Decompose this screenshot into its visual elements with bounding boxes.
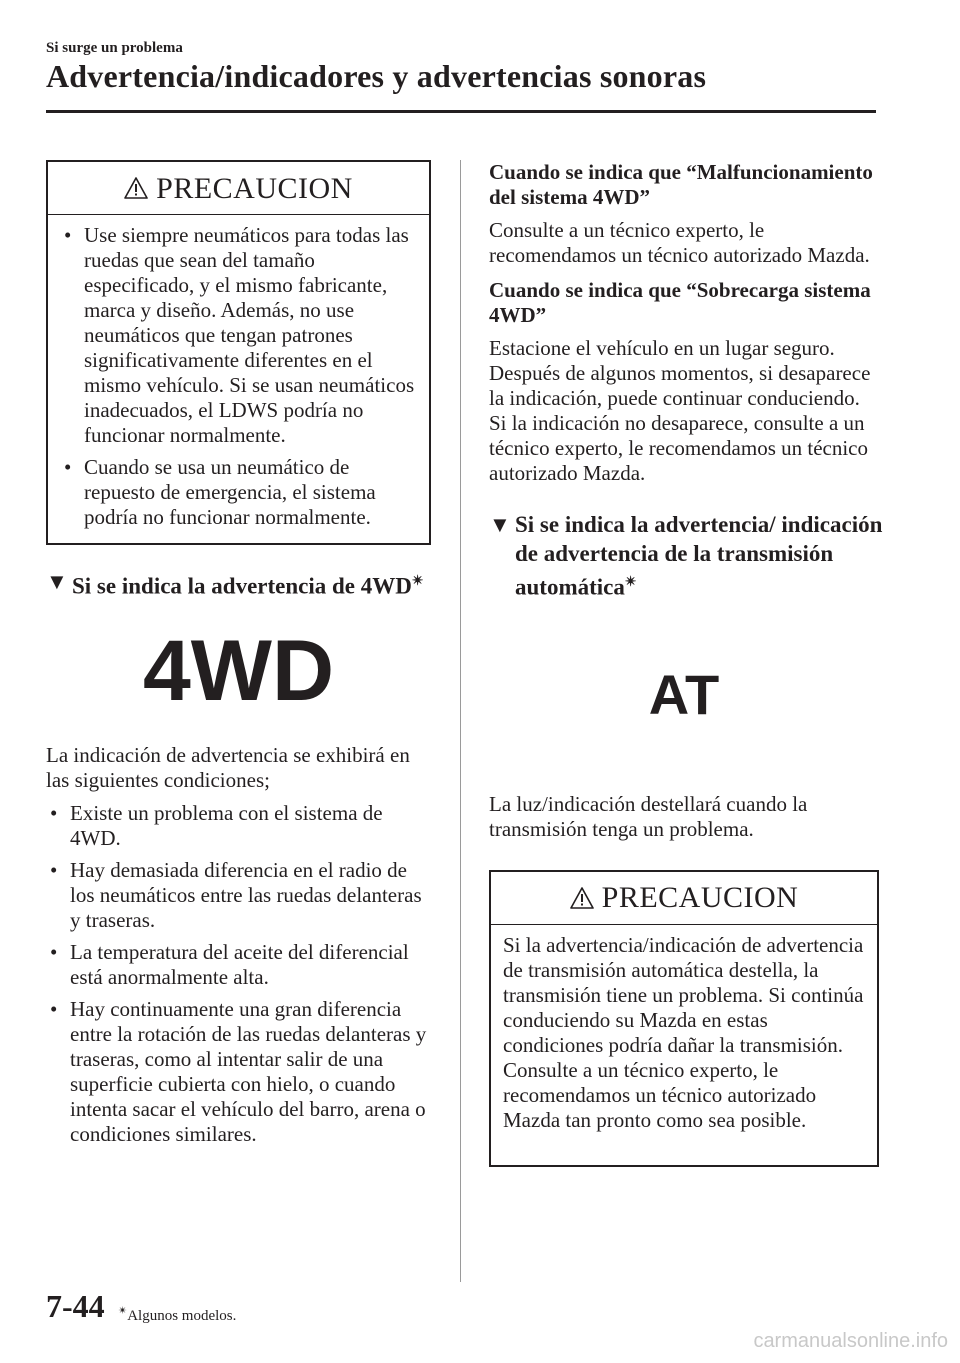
- column-divider: [460, 160, 461, 1282]
- caution-header: [48, 162, 429, 215]
- caution-box-tires: [46, 160, 431, 545]
- footnote: [118, 1304, 236, 1325]
- caution-text: Si la advertencia/indicación de advertencia de transmisión automática destella, la transmisión tiene un problema. Si continúa conduciendo su Mazda en estas condiciones podría dañar la transmisión. Consulte a un técnico experto, le recomendamos un técnico autorizado Mazda tan pronto como sea posible.: [503, 932, 864, 1132]
- condition-item: • Existe un problema con el sistema de 4WD.: [46, 801, 431, 851]
- page-number: 7-44: [46, 1288, 105, 1324]
- triangle-marker-icon: ▼: [489, 512, 511, 537]
- caution-header: [491, 872, 877, 925]
- star-icon: ✴: [411, 574, 424, 589]
- heading-4wd-warning: [46, 567, 431, 601]
- footnote-text: Algunos modelos.: [127, 1308, 237, 1324]
- header-rule: [46, 110, 876, 113]
- caution-list: [60, 223, 419, 530]
- overload-text: Estacione el vehículo en un lugar seguro. Después de algunos momentos, si desaparece la indicación, puede continuar conduciendo. Si la indicación no desaparece, consulte a un técnico experto, le recomendamos un técnico autorizado Mazda.: [489, 336, 871, 485]
- condition-item: • Hay demasiada diferencia en el radio de los neumáticos entre las ruedas delanteras y traseras.: [46, 858, 431, 933]
- right-column: [489, 160, 883, 1167]
- caution-box-transmission: [489, 870, 879, 1167]
- conditions-list: [46, 801, 431, 1147]
- caution-title: PRECAUCION: [156, 171, 353, 205]
- caution-body: [491, 925, 877, 1143]
- conditions-intro: La indicación de advertencia se exhibirá en las siguientes condiciones;: [46, 742, 410, 792]
- subheading-malfunction: Cuando se indica que “Malfuncionamiento del sistema 4WD”: [489, 160, 873, 209]
- caution-item: • Use siempre neumáticos para todas las ruedas que sean del tamaño especificado, y el mismo fabricante, marca y diseño. Además, no use neumáticos que tengan patrones significativamente diferentes en el mismo vehículo. Si se usan neumáticos inadecuados, el LDWS podría no funcionar normalmente.: [60, 223, 419, 448]
- warning-triangle-icon: [124, 177, 148, 199]
- indicator-4wd: 4WD: [142, 622, 335, 719]
- caution-item: • Cuando se usa un neumático de repuesto de emergencia, el sistema podría no funcionar normalmente.: [60, 455, 419, 530]
- heading-4wd-text: Si se indica la advertencia de 4WD: [72, 573, 412, 599]
- caution-title: PRECAUCION: [601, 881, 799, 915]
- condition-item: • La temperatura del aceite del diferencial está anormalmente alta.: [46, 940, 431, 990]
- at-description: La luz/indicación destellará cuando la transmisión tenga un problema.: [489, 791, 808, 841]
- heading-at-text: Si se indica la advertencia/ indicación de advertencia de la transmisión automática: [515, 512, 883, 600]
- page-title: Advertencia/indicadores y advertencias sonoras: [46, 58, 707, 94]
- warning-triangle-icon: [570, 887, 594, 909]
- left-column: [46, 160, 431, 1154]
- section-label: Si surge un problema: [46, 40, 183, 56]
- caution-body: [48, 215, 429, 547]
- subheading-overload: Cuando se indica que “Sobrecarga sistema 4WD”: [489, 278, 871, 327]
- indicator-at: AT: [648, 662, 720, 726]
- watermark: carmanualsonline.info: [753, 1330, 948, 1352]
- triangle-marker-icon: ▼: [46, 569, 68, 594]
- heading-at-warning: [489, 510, 885, 602]
- condition-item: • Hay continuamente una gran diferencia entre la rotación de las ruedas delanteras y traseras, como al intentar salir de una superficie cubierta con hielo, o cuando intenta sacar el vehículo del barro, arena o condiciones similares.: [46, 997, 431, 1147]
- star-icon: ✴: [118, 1305, 128, 1317]
- malfunction-text: Consulte a un técnico experto, le recomendamos un técnico autorizado Mazda.: [489, 218, 870, 267]
- star-icon: ✴: [624, 575, 637, 590]
